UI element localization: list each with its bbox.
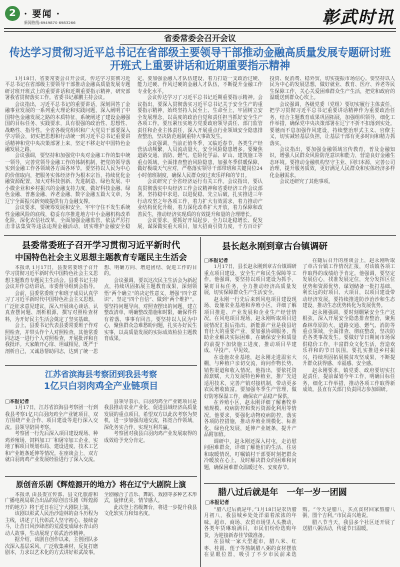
section-title: · 要闻 ·: [24, 10, 61, 20]
laba-body: [204, 507, 395, 566]
paragraph: 在随后召开的座谈会上，赵永刚听取了章古台镇工作情况汇报，对该镇各项工作取得的成绩给予肯定。他强调，要坚定发展信心，找准发展定位，充分发挥区位优势和资源优势，谋划储备一批打基础、利长远的好项目、大项目，以项目建设带动经济发展。要持续推进防沙治沙和生态建设，推动生态优势转化为发展优势。: [302, 258, 395, 310]
masthead-rule: [4, 28, 396, 29]
news-hotline: 新闻热线:6949870 6983266: [24, 20, 76, 25]
byline: □本报记者: [204, 258, 229, 264]
paragraph: 本报讯 由县委宣传部、县文化旅游和广播电视局联合出品的原创音乐剧《辉煌源开的地方》将于近日在辽宁大剧院上演。: [5, 492, 98, 511]
paragraph: 本报讯 1月17日，县委常委班子召开学习贯彻习近平新时代中国特色社会主义思想主题教育专题民主生活会。县委书记主持会议并作总结讲话。市委督导组到会指导。: [5, 265, 98, 291]
masthead-logo: 彰武时讯: [322, 8, 394, 28]
lead-headline-line1: 传达学习贯彻习近平总书记在省部级主要领导干部推动金融高质量发展专题研讨班: [9, 47, 391, 59]
paragraph: 会议强调，当前正值冬季，又临近春节，各类生产经营活动频繁，人员流动量大，安全风险隐患增多。要聚焦道路交通、消防、燃气、危险化学品、矿山、建筑施工等重点领域，全面排查整治风险隐患，加强冬季供暖保障，做好极端天气应对，严格落实领导干部带班和关键岗位24小时值班制度，确保人民群众度过欢乐祥和的节日。: [137, 140, 263, 179]
paragraph: 会议强调，要坚持和加强党中央对金融工作的集中统一领导，完善党领导金融工作的体制机制，把党的领导落实到金融工作各领域各方面各环节。要坚持以人民为中心的价值取向，把服务实体经济作为根本宗旨，持续优化金融资源配置，加大对科技创新、先进制造、绿色发展、中小微企业和乡村振兴的金融支持力度，做好科技金融、绿色金融、普惠金融、养老金融、数字金融五篇大文章，为辽宁全面振兴新突破提供有力金融支撑。: [5, 153, 131, 205]
paragraph: 1月17日，江苏省滨海县考察团一行到我县考察1亿只白羽肉鸡全产业链项目，双方围绕产业合作、项目建设等进行深入交流。县领导陪同考察。: [5, 405, 98, 431]
masthead-rule-thin: [4, 31, 396, 32]
paragraph: 会议要求，要统筹发展和安全，牢牢守住不发生系统性金融风险的底线，稳妥有序推进地方中小金融机构改革化险，深化农信社改革，全面加强金融监管，依法严厉打击非法集资等违法违规金融活动，切实维护金融安全稳定。要加强金融人才队伍建设，着力打造一支政治过硬、能力过硬、作风过硬的金融人才队伍，不断提升金融工作专业化水平。: [5, 76, 263, 231]
county-head-headline: 县长赵永刚到章古台镇调研: [222, 242, 328, 252]
county-head-body: [204, 258, 395, 480]
paragraph: 考察团对我县白羽肉鸡产业发展取得的成效给予充分肯定。: [104, 431, 197, 444]
article-divider: [5, 476, 197, 477]
section-divider: [4, 235, 396, 236]
lead-kicker: 省委常委会召开会议: [164, 33, 236, 43]
paragraph: 会前，县委常委班子和班子成员认真学习了习近平新时代中国特色社会主义思想，广泛征求意见建议，深入开展谈心谈话，认真查摆问题、剖析根源，撰写对照检查材料，为开好民主生活会奠定了坚实基础。: [5, 290, 98, 323]
paragraph: 会议研究了全省经济运行有关工作。会议指出，要认真贯彻落实中央经济工作会议精神和省委经济工作会议部署，坚持稳中求进、以进促稳、先立后破，扎实推进三年行动攻坚之年各项工作，着力扩大有效需求，着力推动产业结构优化升级，着力深化改革扩大开放，着力保障和改善民生，推动经济实现质的有效提升和量的合理增长。: [137, 179, 263, 218]
democratic-life-headline-line2: 中国特色社会主义思想主题教育专题民主生活会: [15, 252, 187, 262]
paragraph: 会议指出，习近平总书记的重要讲话，深刻回答了金融事业发展的一系列重大理论和实践问题，深入阐明了中国特色金融发展之路的本质特征，系统阐述了建设金融强国的目标任务、实践要求，具有很强的政治性、思想性、战略性、指导性。全省各级党组织和广大党员干部要深入学习领会，切实把思想和行动统一到习近平总书记重要讲话精神和党中央决策部署上来，坚定不移走好中国特色金融发展之路。: [5, 101, 131, 153]
paragraph: 据介绍，该剧自创作以来，主创团队多次深入基层采风，广泛收集素材，反复打磨剧本，力求以艺术化的方式讲好彰武故事。全剧融合了音乐、舞蹈、戏剧等多种艺术形式，旋律优美，情节感人。: [5, 492, 197, 557]
musical-body: [5, 492, 197, 566]
paragraph: “腊八过后就是年。”1月18日是农历腊月初八，我县城乡处处洋溢着浓浓的年味。超市、商场、农贸市场里人头攒动，各类年货琳琅满目，市民们纷纷选购年货，为迎接新春佳节做准备。: [204, 507, 297, 539]
paragraph: 1月17日，县长赵永刚到章古台镇调研重点项目建设、安全生产和民生保障等工作。他强调，要坚持以项目建设为抓手，紧盯目标任务，全力推动经济高质量发展，切实保障群众生产生活安全。: [204, 264, 297, 297]
byline: □本报记者: [205, 500, 230, 506]
article-divider: [5, 365, 197, 366]
laba-headline: 腊八过后就是年 一年一岁一团圆: [218, 488, 347, 498]
paragraph: 会议指出，要加强金融领域宣传教育，普及金融知识，增强人民群众风险防范意识和能力，营造良好金融生态环境。要推动金融机构坚守主业、回归本源，完善公司治理，提升服务质效，更好满足人民群众和实体经济多样化金融需求。: [269, 146, 395, 179]
column-divider: [200, 237, 201, 567]
binhai-body: [5, 399, 197, 474]
paragraph: 在设施农业基地，赵永刚走进温室大棚，与种植户亲切交流，询问作物长势、销售渠道和收入情况。他指出，要依托资源禀赋，大力发展特色种植业，推广先进适用技术，完善产销对接机制，带动更多农民增收致富。要加强冬季生产管理，做好防寒保温工作，确保农产品稳产保供。: [204, 354, 297, 400]
paragraph: 县领导表示，白羽肉鸡全产业链项目是我县推动农业产业化、促进县域经济高质量发展的重点项目。希望双方以此次考察为契机，进一步加强沟通交流，拓宽合作领域，深化务实合作，实现互利共赢。: [104, 399, 197, 431]
paragraph: 赵永刚一行先后来到风电项目建设现场、设施农业基地和养殖小区，详细了解项目推进、产业发展和企业生产经营情况。在风电项目现场，赵永刚听取项目进展情况汇报后指出，新能源产业是我县培育壮大的重要产业，要加强协调服务，帮助企业解决实际困难，在确保安全和质量的前提下加快施工进度，推动项目早建成、早投产、早见效。: [204, 296, 297, 355]
lead-headline-line2: 开班式上重要讲话和近期重要指示精神: [109, 60, 291, 72]
binhai-headline-line2: 1亿只白羽肉鸡全产业链项目: [43, 382, 159, 392]
paragraph: 腊八节当天，我县多个社区还开展了送腊八粥活动，传递节日温暖。: [302, 519, 395, 533]
paragraph: 会议还研究了其他事项。: [279, 179, 334, 186]
paragraph: 此次登上省级舞台，将进一步提升我县文化软实力和知名度。: [104, 504, 197, 518]
paragraph: 1月18日，省委常委会召开会议，传达学习贯彻习近平总书记在省部级主要领导干部推动金融高质量发展专题研讨班开班式上的重要讲话和近期重要指示精神，研究部署我省贯彻落实工作。省委书记郝鹏主持会议。: [5, 76, 131, 102]
lead-body: [5, 76, 395, 233]
paragraph: 会议强调，各级党委（党组）要切实履行主体责任，把学习贯彻习近平总书记重要讲话精神作为重要政治任务，结合主题教育成果巩固拓展，加强组织领导，细化工作举措，确保党中央决策部署在辽宁不折不扣落到实处。要驰而不息加强作风建设，持续整治形式主义、官僚主义，切实减轻基层负担，让基层干部有更多时间和精力抓落实。: [269, 101, 395, 147]
paragraph: 赵永刚强调，要时刻绷紧安全生产这根弦，深入开展安全隐患排查整治，聚焦森林草原防火、道路交通、燃气、消防等重点领域，全面排查、彻底整改，坚决防范各类事故发生。要做好节日期间市场保供稳价工作，丰富群众文化生活，营造欢乐祥和的节日氛围。要扎实推进乡村振兴，持续巩固拓展脱贫攻坚成果，不断提升群众获得感、幸福感、安全感。: [302, 309, 395, 368]
article-divider: [204, 483, 395, 484]
binhai-headline-line1: 江苏省滨海县考察团到我县考察: [45, 370, 157, 379]
paragraph: 会议传达学习了习近平总书记近期重要指示精神。会议指出，要深入贯彻落实习近平总书记关于安全生产的重要指示精神，始终坚持人民至上、生命至上，牢固树立安全发展理念，以高度的政治自觉和责任担当抓好安全生产各项工作。要压紧压实地方党委政府领导责任、部门监管责任和企业主体责任，深入开展重点行业领域安全隐患排查整治，坚决防范遏制重特大事故发生。: [137, 95, 263, 141]
page-number: 2: [5, 6, 20, 21]
paragraph: 会议强调，要以这次民主生活会为新起点，持续巩固拓展主题教育成果，深刻领悟“两个确立”的决定性意义，增强“四个意识”、坚定“四个自信”、做到“两个维护”。要坚持问题导向，对照查摆出的问题，建立整改清单，明确整改措施和时限，确保件件有着落、事事有回音。要坚持以人民为中心，聚焦群众急难愁盼问题，扎实办好民生实事，以高质量发展的实际成效检验主题教育成果。: [104, 277, 197, 342]
paragraph: 在县城一家大型超市，腊八米、红枣、桂圆、莲子等熬制腊八粥的食材摆放在显眼位置，吸引了不少市民前来选购。“今天是腊八，买点食材回家熬腊八粥，图个吉利。”市民高兴地说。: [204, 507, 395, 559]
byline: □本报记者: [5, 399, 30, 405]
paragraph: 调研中，赵永刚还深入村屯，走访慰问困难群众，详细了解他们的生活、住房和取暖情况，叮嘱镇村干部要时刻把群众冷暖放在心上，及时解决群众的困难和问题，确保困难群众温暖过冬、安度春节。: [204, 438, 297, 471]
musical-headline: 原创音乐剧《辉煌源开的地方》将在辽宁大剧院上演: [16, 480, 186, 489]
paragraph: 会上，县委书记代表县委常委班子作对照检查，并带头作个人对照检查。其他常委同志逐一进行个人对照检查，开展批评和自我批评。大家敞开心扉、坦诚相见，既严于剖析自己，又诚恳帮助同志，达到了统一思想、明确方向、增进团结、促进工作的目的。: [5, 265, 197, 355]
paragraph: 会议要求，要抓好开局起步，全力以赴稳增长、促发展，谋深做实重大项目，加大招商引资力度，千方百计扩投资、促消费、稳外贸，切实提振市场信心。要坚持以人民为中心的发展思想，做好就业、教育、医疗、养老等民生保障工作，关心关爱困难群众生产生活，把党和政府的温暖送到群众心坎上。: [137, 76, 395, 231]
democratic-life-body: [5, 265, 197, 362]
paragraph: 该剧以彰武人民治沙造林的奋斗历程为主线，讲述了几代彰武人坚守初心、接续奋斗，让昔日风沙肆虐的荒漠变成绿水青山的动人故事，生动展现了彰武治沙精神。: [5, 511, 98, 537]
paragraph: 赵永刚要求，镇党委、政府要切实扛起责任，提前谋划今年工作，明确目标任务，细化工作举措，推动各项工作取得新成效。县直有关部门负责同志参加调研。: [302, 367, 395, 394]
kicker-underline: [120, 44, 280, 45]
paragraph: 在养殖小区，赵永刚详细了解畜牧养殖规模、疫病防控和粪污资源化利用等情况。他要求，要强化动物疫病防控，落实各项防控措施，推动养殖业规模化、标准化、绿色化发展，延伸产业链条，提升产品附加值。: [204, 399, 297, 439]
democratic-life-headline-line1: 县委常委班子召开学习贯彻习近平新时代: [21, 241, 181, 251]
paragraph: 考察团一行先后深入项目建设现场、种鸡养殖场、饲料加工厂和屠宰加工企业，实地了解项目规划布局、建设进度、技术工艺和产业链条延伸等情况。在座谈会上，双方就白羽肉鸡产业发展经验进行了深入交流。: [5, 431, 98, 464]
